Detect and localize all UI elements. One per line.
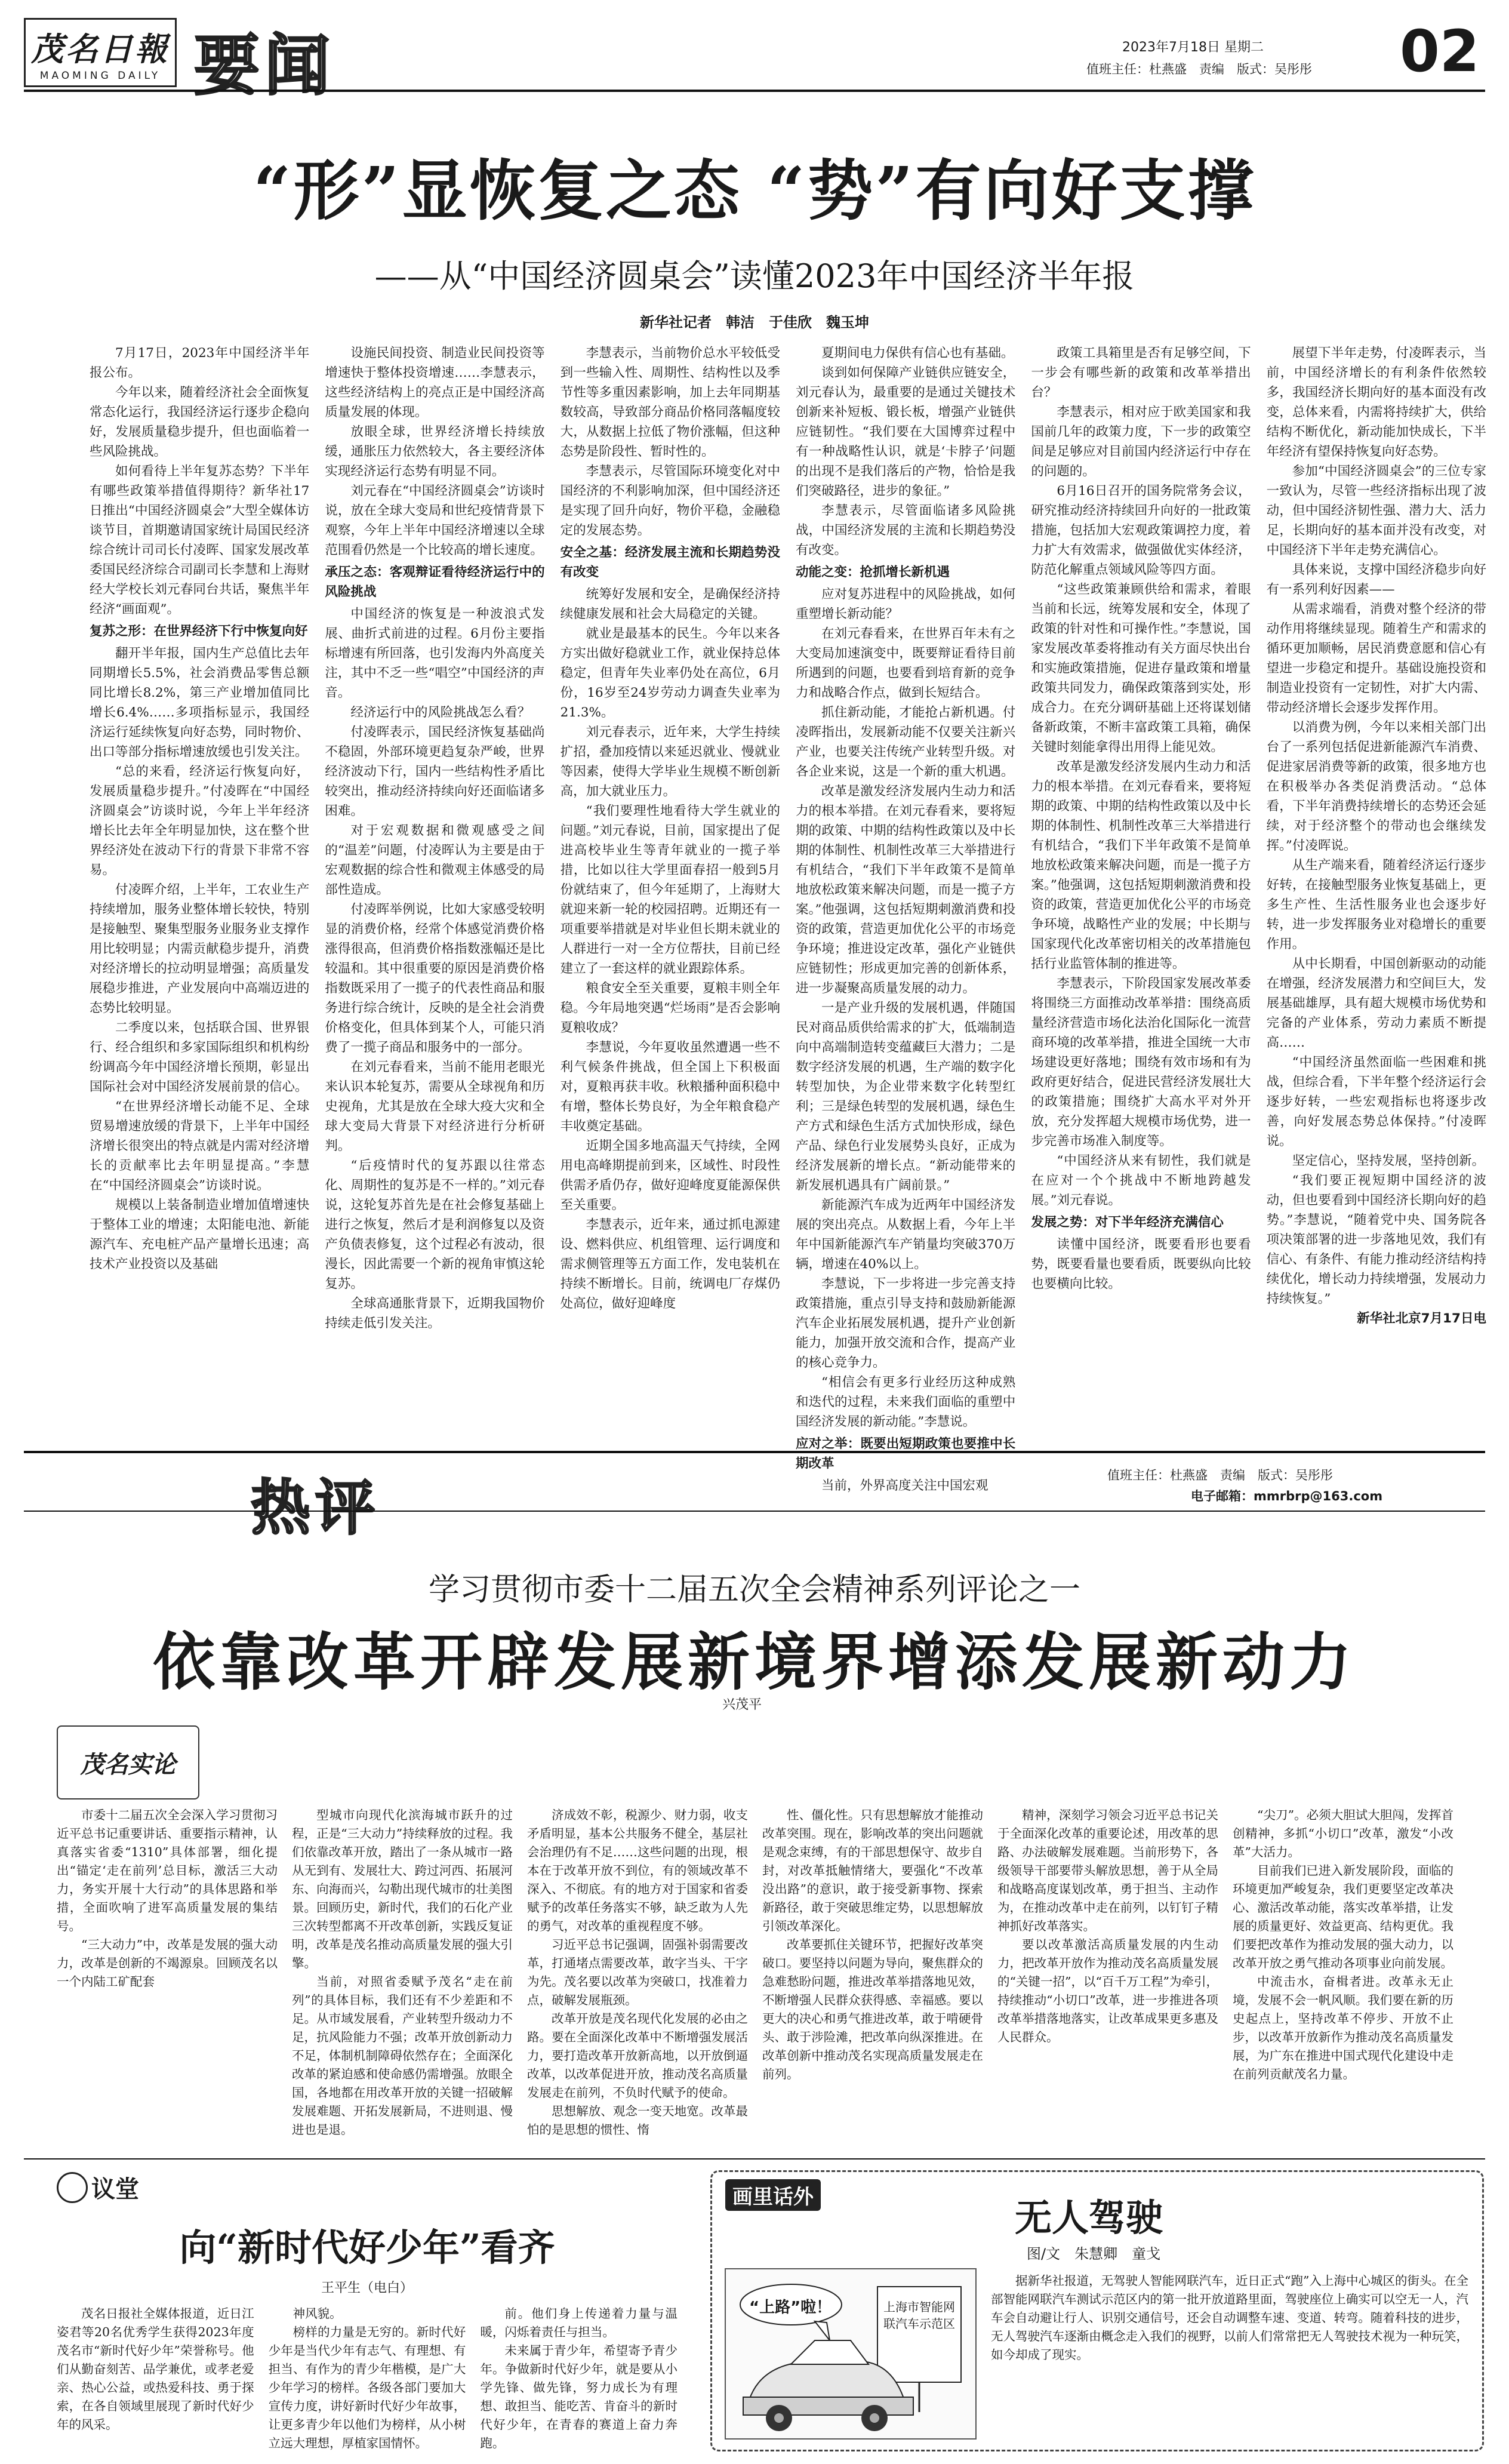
commentary-column — [997, 1806, 1218, 2149]
paragraph: 具体来说，支撑中国经济稳步向好有一系列利好因素—— — [1266, 562, 1486, 597]
commentary-body — [57, 1806, 1453, 2149]
issue-date: 2023年7月18日 星期二 — [1122, 40, 1264, 55]
paragraph: 二季度以来，包括联合国、世界银行、经合组织和多家国际组织和机构纷纷调高今年中国经济增长预期，彰显出国际社会对中国经济发展前景的信心。 — [90, 1020, 310, 1094]
paragraph: “中国经济从来有韧性，我们就是在应对一个个挑战中不断地跨越发展。”刘元春说。 — [1031, 1153, 1251, 1208]
paragraph: 改革是激发经济发展内生动力和活力的根本举措。在刘元春看来，要将短期的政策、中期的结构性政策以及中长期的体制性、机制性改革三大举措进行有机结合，“我们下半年政策不是简单地放松政策来解决问题，而是一揽子方案。”他强调，这包括短期刺激消费和投资的政策，营造更加优化公平的市场竞争环境，战略性产业的发展；中长期与国家现代化改革密切相关的改革措施包括行业监管体制的推进等。 — [1031, 759, 1251, 971]
paragraph: “我们要正视短期中国经济的波动，但也要看到中国经济长期向好的趋势。”李慧说，“随着党中央、国务院各项决策部署的进一步落地见效，我们有信心、有条件、有能力推动经济结构持续优化，增长动力持续增强，发展动力持续恢复。” — [1266, 1173, 1486, 1306]
paragraph: 展望下半年走势，付凌晖表示，当前，中国经济增长的有利条件依然较多，我国经济长期向好的基本面没有改变，总体来看，内需将持续扩大，供给结构不断优化，新动能加快成长，下半年经济有望保持恢复向好态势。 — [1266, 346, 1486, 459]
paragraph: 读懂中国经济，既要看形也要看势，既要看量也要看质，既要纵向比较也要横向比较。 — [1031, 1237, 1251, 1291]
column-logo-huali: 画里话外 — [725, 2179, 821, 2211]
paragraph: 近期全国多地高温天气持续，全网用电高峰期提前到来，区域性、时段性供需矛盾仍存，做好迎峰度夏能源保供至关重要。 — [560, 1139, 780, 1213]
paragraph: 今年以来，随着经济社会全面恢复常态化运行，我国经济运行逐步企稳向好，发展质量稳步提升，但也面临着一些风险挑战。 — [90, 385, 310, 459]
paragraph: 李慧表示，近年来，通过抓电源建设、燃料供应、机组管理、运行调度和需求侧管理等五方面工作，发电装机在持续不断增长。目前，统调电厂存煤仍处高位，做好迎峰度 — [560, 1217, 780, 1311]
paragraph: “三大动力”中，改革是发展的强大动力，改革是创新的不竭源泉。回顾茂名以一个内陆工矿配套 — [57, 1937, 278, 1989]
lead-headline: “形”显恢复之态 “势”有向好支撑 — [253, 152, 1256, 229]
paragraph: 性、僵化性。只有思想解放才能推动改革突围。现在，影响改革的突出问题就是观念束缚，有的干部思想保守、故步自封，对改革抵触情绪大，要强化“不改革没出路”的意识，敢于接受新事物、探索新路径，敢于突破思维定势，以思想解放引领改革深化。 — [762, 1808, 983, 1933]
subheading: 发展之势：对下半年经济充满信心 — [1031, 1215, 1224, 1230]
paragraph: 李慧表示，相对应于欧美国家和我国前几年的政策力度，下一步的政策空间是足够应对目前国内经济运行中存在的问题的。 — [1031, 405, 1251, 479]
cartoon-title: 无人驾驶 — [1015, 2196, 1163, 2240]
paragraph: 以消费为例，今年以来相关部门出台了一系列包括促进新能源汽车消费、促进家居消费等新的政策，很多地方也在积极举办各类促消费活动。“总体看，下半年消费持续增长的态势还会延续，对于经济整个的带动也会继续发挥。”付凌晖说。 — [1266, 720, 1486, 853]
paragraph: “相信会有更多行业经历这种成熟和迭代的过程，未来我们面临的重塑中国经济发展的新动能。”李慧说。 — [795, 1375, 1016, 1429]
paragraph: 在刘元春看来，在世界百年未有之大变局加速演变中，既要辩证看待目前所遇到的问题，也要看到培育新的竞争力和战略合作点，做到长短结合。 — [795, 626, 1016, 700]
dateline: 新华社北京7月17日电 — [1357, 1311, 1486, 1326]
subheading: 安全之基：经济发展主流和长期趋势没有改变 — [560, 545, 780, 580]
cartoon-text: 据新华社报道，无驾驶人智能网联汽车，近日正式“跑”入上海中心城区的街头。在全部智能网联汽车测试示范区内的第一批开放道路里面，驾驶座位上确实可以空无一人，汽车会自动避让行人、识别交通信号，还会自动调整车速、变道、转弯。随着科技的进步，无人驾驶汽车逐渐由概念走入我们的视野，以前人们常常把无人驾驶技术视为一种玩笑，如今却成了现实。 — [991, 2274, 1468, 2362]
paragraph: 对于宏观数据和微观感受之间的“温差”问题，付凌晖认为主要是由于宏观数据的综合性和微观主体感受的局部性造成。 — [325, 823, 545, 897]
paragraph: 市委十二届五次全会深入学习贯彻习近平总书记重要讲话、重要指示精神，认真落实省委“1310”具体部署，细化提出“锚定‘走在前列’总目标，激活三大动力，务实开展十大行动”的具体思路和举措，全面吹响了进军高质量发展的集结号。 — [57, 1808, 278, 1933]
section-divider — [24, 1451, 1485, 1453]
paragraph: 中国经济的恢复是一种波浪式发展、曲折式前进的过程。6月份主要指标增速有所回落，也引发海内外高度关注，其中不乏一些“唱空”中国经济的声音。 — [325, 607, 545, 700]
paragraph: 李慧说，今年夏收虽然遭遇一些不利气候条件挑战，但全国上下积极面对，夏粮再获丰收。秋粮播种面积稳中有增，整体长势良好，为全年粮食稳产丰收奠定基础。 — [560, 1040, 780, 1134]
paragraph: 李慧表示，尽管国际环境变化对中国经济的不利影响加深，但中国经济还是实现了回升向好，物价平稳，金融稳定的发展态势。 — [560, 464, 780, 538]
commentary-column — [762, 1806, 983, 2149]
podium-icon — [57, 2172, 88, 2203]
paragraph: 改革是激发经济发展内生动力和活力的根本举措。在刘元春看来，要将短期的政策、中期的结构性政策以及中长期的体制性、机制性改革三大举措进行有机结合，“我们下半年政策不是简单地放松政策来解决问题，而是一揽子方案。”他强调，这包括短期刺激消费和投资的政策，营造更加优化公平的市场竞争环境；推进设定改革，强化产业链供应链韧性；形成更加完善的创新体系，进一步凝聚高质量发展的动力。 — [795, 784, 1016, 996]
paragraph: 参加“中国经济圆桌会”的三位专家一致认为，尽管一些经济指标出现了波动，但中国经济韧性强、潜力大、活力足，长期向好的基本面并没有改变，对中国经济下半年走势充满信心。 — [1266, 464, 1486, 558]
paragraph: 放眼全球，世界经济增长持续放缓，通胀压力依然较大，各主要经济体实现经济运行态势有明显不同。 — [325, 424, 545, 479]
commentary-kicker: 学习贯彻市委十二届五次全会精神系列评论之一 — [428, 1572, 1080, 1608]
paragraph: 未来属于青少年，希望寄予青少年。争做新时代好少年，就是要从小学先锋、做先锋，努力成长为有理想、敢担当、能吃苦、肯奋斗的新时代好少年，在青春的赛道上奋力奔跑。 — [480, 2343, 678, 2450]
paragraph: “后疫情时代的复苏跟以往常态化、周期性的复苏是不一样的。”刘元春说，这轮复苏首先是在社会修复基础上进行之恢复，然后才是利润修复以及资产负债表修复，这个过程必有波动，很漫长，因此需要一个新的视角审慎这轮复苏。 — [325, 1158, 545, 1291]
paragraph: 付凌晖举例说，比如大家感受较明显的消费价格，经常个体感觉消费价格涨得很高，但消费价格指数涨幅还是比较温和。其中很重要的原因是消费价格指数既采用了一揽子的代表性商品和服务进行综合统计，反映的是全社会消费价格变化，但具体到某个人，可能只消费了一揽子商品和服务中的一部分。 — [325, 902, 545, 1055]
section-title-commentary: 热评 — [251, 1473, 380, 1543]
paragraph: 抓住新动能，才能抢占新机遇。付凌晖指出，发展新动能不仅要关注新兴产业，也要关注传统产业转型升级。对各企业来说，这是一个新的重大机遇。 — [795, 705, 1016, 779]
lead-byline: 新华社记者 韩洁 于佳欣 魏玉坤 — [640, 314, 869, 331]
paragraph: 思想解放、观念一变天地宽。改革最怕的是思想的惯性、惰 — [527, 2104, 748, 2137]
paragraph: 政策工具箱里是否有足够空间，下一步会有哪些新的政策和改革举措出台？ — [1031, 346, 1251, 400]
paragraph: 付凌晖介绍，上半年，工农业生产持续增加，服务业整体增长较快，特别是接触型、聚集型服务业服务业支撑作用比较明显；内需贡献稳步提升，消费对经济增长的拉动明显增强；高质量发展稳步推进，产业发展向中高端迈进的态势比较明显。 — [90, 882, 310, 1016]
paragraph: 付凌晖表示，国民经济恢复基础尚不稳固，外部环境更趋复杂严峻，世界经济波动下行，国内一些结构性矛盾比较突出，推动经济持续向好还面临诸多困难。 — [325, 725, 545, 819]
column-logo-maoming-shilun — [57, 1725, 199, 1799]
paragraph: 从需求端看，消费对整个经济的带动作用将继续显现。随着生产和需求的循环更加顺畅，居民消费意愿和信心有望进一步稳定和提升。基础设施投资和制造业投资有一定韧性，对扩大内需、带动经济增长会逐步发挥作用。 — [1266, 602, 1486, 715]
paragraph: 经济运行中的风险挑战怎么看？ — [350, 705, 531, 720]
paragraph: 当前，对照省委赋予茂名“走在前列”的具体目标，我们还有不少差距和不足。从市域发展看，产业转型升级动力不足，抗风险能力不强；改革开放创新动力不足，体制机制障碍依然存在；全面深化改革的紧迫感和使命感仍需增强。放眼全国，各地都在用改革开放的关键一招破解发展难题、开拓发展新局，不进则退、慢进也是退。 — [292, 1974, 513, 2137]
column-logo-yitang — [57, 2170, 139, 2204]
yitang-headline: 向“新时代好少年”看齐 — [179, 2226, 555, 2269]
paragraph: 前。他们身上传递着力量与温暖，闪烁着责任与担当。 — [480, 2306, 678, 2339]
paragraph: “这些政策兼顾供给和需求，着眼当前和长远，统筹发展和安全，体现了政策的针对性和可操作性。”李慧说，国家发展改革委将推动有关方面尽快出台和实施政策措施，促进存量政策和增量政策共同发力，确保政策落到实处，形成合力。在充分调研基础上还将谋划储备新政策，不断丰富政策工具箱，确保关键时刻能拿得出用得上能见效。 — [1031, 582, 1251, 755]
contact-email: 电子邮箱：mmrbrp@163.com — [1191, 1489, 1383, 1503]
paragraph: 从中长期看，中国创新驱动的动能在增强，经济发展潜力和空间巨大，发展基础雄厚，具有超大规模市场优势和完备的产业体系，劳动力素质不断提高…… — [1266, 956, 1486, 1050]
commentary-column — [57, 1806, 278, 2149]
commentary-editors: 值班主任：杜燕盛 责编 版式：吴彤彤 — [1107, 1468, 1333, 1482]
paragraph: 坚定信心，坚持发展，坚持创新。 — [1292, 1153, 1485, 1168]
paragraph: 改革开放是茂名现代化发展的必由之路。要在全面深化改革中不断增强发展活力，要打造改革开放新高地，以开放倒逼改革，以改革促进开放，推动茂名高质量发展走在前列，不负时代赋予的使命。 — [527, 2011, 748, 2100]
yitang-logo-text: 议堂 — [91, 2176, 139, 2203]
paragraph: 神风貌。 — [292, 2306, 342, 2321]
paragraph: 刘元春表示，近年来，大学生持续扩招，叠加疫情以来延迟就业、慢就业等因素，使得大学毕业生规模不断创新高，加大就业压力。 — [560, 725, 780, 799]
column-logo-text: 茂名实论 — [80, 1751, 176, 1779]
paragraph: 李慧表示，下阶段国家发展改革委将围绕三方面推动改革举措：围绕高质量经济营造市场化法治化国际化一流营商环境的改革举措，推进全国统一大市场建设更好落地；围绕有效市场和有为政府更好结合，促进民营经济发展壮大的政策措施；围绕扩大高水平对外开放，充分发挥超大规模市场优势，进一步完善市场准入制度等。 — [1031, 976, 1251, 1149]
paragraph: 翻开半年报，国内生产总值比去年同期增长5.5%，社会消费品零售总额同比增长8.2%，第三产业增加值同比增长6.4%……多项指标显示，我国经济运行延续恢复向好态势，同时物价、出口等部分指标增速放缓也引发关注。 — [90, 646, 310, 759]
lead-column — [325, 343, 544, 1448]
newspaper-logo — [24, 18, 177, 87]
paragraph: 型城市向现代化滨海城市跃升的过程，正是“三大动力”持续释放的过程。我们依靠改革开放，踏出了一条从城市一路从无到有、发展壮大、跨过河西、拓展河东、向海而兴，勾勒出现代城市的壮美图景。回顾历史，新时代，我们的石化产业三次转型都离不开改革创新，实践反复证明，改革是茂名推动高质量发展的强大引擎。 — [292, 1808, 513, 1970]
commentary-top-spacer — [57, 1725, 1453, 1803]
driverless-car-drawing — [725, 2269, 976, 2439]
paragraph: 如何看待上半年复苏态势？下半年有哪些政策举措值得期待？新华社17日推出“中国经济圆桌会”大型全媒体访谈节目，首期邀请国家统计局国民经济综合统计司司长付凌晖、国家发展改革委国民经济综合司副司长李慧和上海财经大学校长刘元春同台共话，聚焦半年经济“画面观”。 — [90, 464, 310, 617]
lead-column — [795, 343, 1016, 1493]
paragraph: 李慧表示，尽管面临诸多风险挑战，中国经济发展的主流和长期趋势没有改变。 — [795, 503, 1016, 558]
cartoon-illustration — [725, 2269, 976, 2439]
cartoon-credit: 图/文 朱慧卿 童戈 — [1027, 2245, 1161, 2262]
paragraph: 6月16日召开的国务院常务会议，研究推动经济持续回升向好的一批政策措施，包括加大宏观政策调控力度，着力扩大有效需求，做强做优实体经济，防范化解重点领域风险等四方面。 — [1031, 484, 1251, 577]
page-number: 02 — [1400, 18, 1480, 85]
paragraph: 中流击水，奋楫者进。改革永无止境，发展不会一帆风顺。我们要在新的历史起点上，坚持改革不停步、开放不止步，以改革开放新作为推动茂名高质量发展，为广东在推进中国式现代化建设中走在前列贡献茂名力量。 — [1233, 1974, 1453, 2081]
yitang-author: 王平生（电白） — [321, 2281, 413, 2296]
commentary-headline: 依靠改革开辟发展新境界增添发展新动力 — [152, 1625, 1356, 1699]
paragraph: 榜样的力量是无穷的。新时代好少年是当代少年有志气、有理想、有担当、有作为的青少年楷模，是广大少年学习的榜样。各级各部门要加大宣传力度，讲好新时代好少年故事，让更多青少年以他们为榜样，从小树立远大理想，厚植家国情怀。 — [268, 2325, 466, 2450]
paragraph: 当前，外界高度关注中国宏观 — [821, 1478, 988, 1493]
paragraph: 李慧说，下一步将进一步完善支持政策措施，重点引导支持和鼓励新能源汽车企业拓展发展机遇，提升产业创新能力，加强开放交流和合作，提高产业的核心竞争力。 — [795, 1276, 1016, 1370]
logo-english: MAOMING DAILY — [39, 69, 161, 82]
yitang-column — [269, 2305, 466, 2454]
paragraph: 改革要抓住关键环节，把握好改革突破口。要坚持以问题为导向，聚焦群众的急难愁盼问题，推进改革举措落地见效，不断增强人民群众获得感、幸福感。要以更大的决心和勇气推进改革，敢于啃硬骨头、敢于涉险滩，把改革向纵深推进。在改革创新中推动茂名实现高质量发展走在前列。 — [762, 1937, 983, 2081]
paragraph: 粮食安全至关重要，夏粮丰则全年稳。今年局地突遇“烂场雨”是否会影响夏粮收成？ — [560, 981, 780, 1035]
paragraph: 谈到如何保障产业链供应链安全，刘元春认为，最重要的是通过关键技术创新来补短板、锻长板，增强产业链供应链韧性。“我们要在大国博弈过程中有一种战略性认识，就是‘卡脖子’问题的出现不是我们落后的产物，恰恰是我们突破路径，进步的象征。” — [795, 365, 1016, 499]
paragraph: 习近平总书记强调，固强补弱需要改革，打通堵点需要改革，敢字当头、干字为先。茂名要以改革为突破口，找准着力点，破解发展瓶颈。 — [527, 1937, 748, 2007]
speech-bubble-text: “上路”啦！ — [749, 2299, 832, 2317]
paragraph: 在刘元春看来，当前不能用老眼光来认识本轮复苏，需要从全球视角和历史视角，尤其是放在全球大疫大灾和全球大变局大背景下对经济进行分析研判。 — [325, 1060, 545, 1153]
paragraph: 应对复苏进程中的风险挑战，如何重塑增长新动能？ — [795, 587, 1016, 622]
paragraph: 7月17日，2023年中国经济半年报公布。 — [90, 346, 310, 380]
section-title-news: 要闻 — [194, 27, 335, 104]
commentary-column — [292, 1806, 513, 2149]
paragraph: 一是产业升级的发展机遇，伴随国民对商品质供给需求的扩大，低端制造向中高端制造转变蕴藏巨大潜力；二是数字经济发展的机遇，生产端的数字化转型加快，为企业带来数字化转型红利；三是绿色转型的发展机遇，绿色生产方式和绿色生活方式加快形成，绿色产品、绿色行业发展势头良好，正成为经济发展新的增长点。“新动能带来的新发展机遇具有广阔前景。” — [795, 1001, 1016, 1193]
subheading: 动能之变：抢抓增长新机遇 — [795, 565, 950, 580]
lead-subheadline: ——从“中国经济圆桌会”读懂2023年中国经济半年报 — [374, 257, 1135, 295]
paragraph: 规模以上装备制造业增加值增速快于整体工业的增速；太阳能电池、新能源汽车、充电桩产品产量增长迅速；高技术产业投资以及基础 — [90, 1198, 310, 1272]
paragraph: 新能源汽车成为近两年中国经济发展的突出亮点。从数据上看，今年上半年中国新能源汽车产销量均突破370万辆，增速在40%以上。 — [795, 1198, 1016, 1272]
lead-column — [1031, 343, 1251, 1448]
paragraph: 就业是最基本的民生。今年以来各方实出做好稳就业工作，就业保持总体稳定，但青年失业率仍处在高位，6月份，16岁至24岁劳动力调查失业率为21.3%。 — [560, 626, 780, 720]
paragraph: 刘元春在“中国经济圆桌会”访谈时说，放在全球大变局和世纪疫情背景下观察，今年上半年中国经济增速以全球范围看仍然是一个比较高的增长速度。 — [325, 484, 545, 558]
paragraph: 全球高通胀背景下，近期我国物价持续走低引发关注。 — [325, 1296, 545, 1331]
commentary-author: 兴茂平 — [722, 1697, 762, 1712]
commentary-column — [1233, 1806, 1453, 2149]
logo-chinese: 茂名日報 — [31, 29, 170, 68]
lead-column — [90, 343, 309, 1448]
paragraph: “中国经济虽然面临一些困难和挑战，但综合看，下半年整个经济运行会逐步好转，一些宏观指标也将逐步改善，向好发展态势总体保持。”付凌晖说。 — [1266, 1055, 1486, 1149]
yitang-column — [480, 2305, 677, 2454]
subheading: 应对之举：既要出短期政策也要推中长期改革 — [795, 1436, 1016, 1471]
paragraph: 设施民间投资、制造业民间投资等增速快于整体投资增速……李慧表示，这些经济结构上的亮点正是中国经济高质量发展的体现。 — [325, 346, 545, 420]
paragraph: 李慧表示，当前物价总水平较低受到一些输入性、周期性、结构性以及季节性等多重因素影响，加上去年同期基数较高，导致部分商品价格同落幅度较大，从数据上拉低了物价涨幅，但这种态势是阶段性、暂时性的。 — [560, 346, 780, 459]
lead-column — [1267, 343, 1486, 1448]
yitang-column — [57, 2305, 254, 2454]
bottom-rule — [24, 2158, 1485, 2160]
paragraph: 从生产端来看，随着经济运行逐步好转，在接触型服务业恢复基础上，更多生产性、生活性服务业也会逐步好转，进一步发挥服务业对稳增长的重要作用。 — [1266, 858, 1486, 952]
commentary-rule — [24, 1511, 1485, 1512]
paragraph: “总的来看，经济运行恢复向好，发展质量稳步提升。”付凌晖在“中国经济圆桌会”访谈时说，今年上半年经济增长比去年全年明显加快，这在整个世界经济处在波动下行的背景下非常不容易。 — [90, 764, 310, 878]
page-editors: 值班主任：杜燕盛 责编 版式：吴彤彤 — [1086, 62, 1312, 76]
paragraph: 济成效不彰，税源少、财力弱，收支矛盾明显，基本公共服务不健全，基层社会治理仍有不足……这些问题的出现，根本在于改革开放不到位，有的领域改革不深入、不彻底。有的地方对于国家和省委赋予的改革任务落实不够，缺乏敢为人先的勇气，对改革的重视程度不够。 — [527, 1808, 748, 1933]
paragraph: 要以改革激活高质量发展的内生动力，把改革开放作为推动茂名高质量发展的“关键一招”，以“百千万工程”为牵引，持续推动“小切口”改革，进一步推进各项改革举措落地落实，让改革成果更多惠及人民群众。 — [997, 1937, 1218, 2044]
commentary-column — [527, 1806, 748, 2149]
paragraph: 精神，深刻学习领会习近平总书记关于全面深化改革的重要论述，用改革的思路、办法破解发展难题。当前形势下，各级领导干部要带头解放思想，善于从全局和战略高度谋划改革，勇于担当、主动作为，在推动改革中走在前列，以钉钉子精神抓好改革落实。 — [997, 1808, 1218, 1933]
paragraph: 统筹好发展和安全，是确保经济持续健康发展和社会大局稳定的关键。 — [560, 587, 780, 622]
paragraph: “在世界经济增长动能不足、全球贸易增速放缓的背景下，上半年中国经济增长很突出的特点就是内需对经济增长的贡献率比去年明显提高。”李慧在“中国经济圆桌会”访谈时说。 — [90, 1099, 310, 1193]
masthead-rule — [24, 90, 1485, 92]
yitang-body — [57, 2305, 677, 2454]
paragraph: “尖刀”。必须大胆试大胆闯，发挥首创精神，多抓“小切口”改革，激发“小改革”大活力。 — [1233, 1808, 1453, 1859]
paragraph: 茂名日报社全媒体报道，近日江姿君等20名优秀学生获得2023年度茂名市“新时代好少年”荣誉称号。他们从勤奋刻苦、品学兼优，或孝老爱亲、热心公益，或热爱科技、勇于探索，在各自领域里展现了新时代好少年的风采。 — [57, 2306, 254, 2432]
subheading: 承压之态：客观辩证看待经济运行中的风险挑战 — [325, 565, 545, 599]
paragraph: 目前我们已进入新发展阶段，面临的环境更加严峻复杂，我们更要坚定改革决心、激活改革动能，落实改革举措，让发展的质量更好、效益更高、结构更优。我们要把改革作为推动发展的强大动力，以改革开放之勇气推动各项事业向前发展。 — [1233, 1863, 1453, 1970]
paragraph: 夏期间电力保供有信心也有基础。 — [821, 346, 1014, 361]
paragraph: “我们要理性地看待大学生就业的问题。”刘元春说，目前，国家提出了促进高校毕业生等青年就业的一揽子举措，比如以往大学里面春招一般到5月份就结束了，但今年延期了，上海财大就迎来新一轮的校园招聘。近期还有一项重要举措就是对毕业但长期未就业的人群进行一对一全方位帮扶，目前已经建立了一套这样的就业跟踪体系。 — [560, 804, 780, 976]
road-sign-text: 上海市智能网联汽车示范区 — [883, 2300, 955, 2331]
lead-column — [561, 343, 780, 1448]
subheading: 复苏之形：在世界经济下行中恢复向好 — [90, 624, 308, 639]
